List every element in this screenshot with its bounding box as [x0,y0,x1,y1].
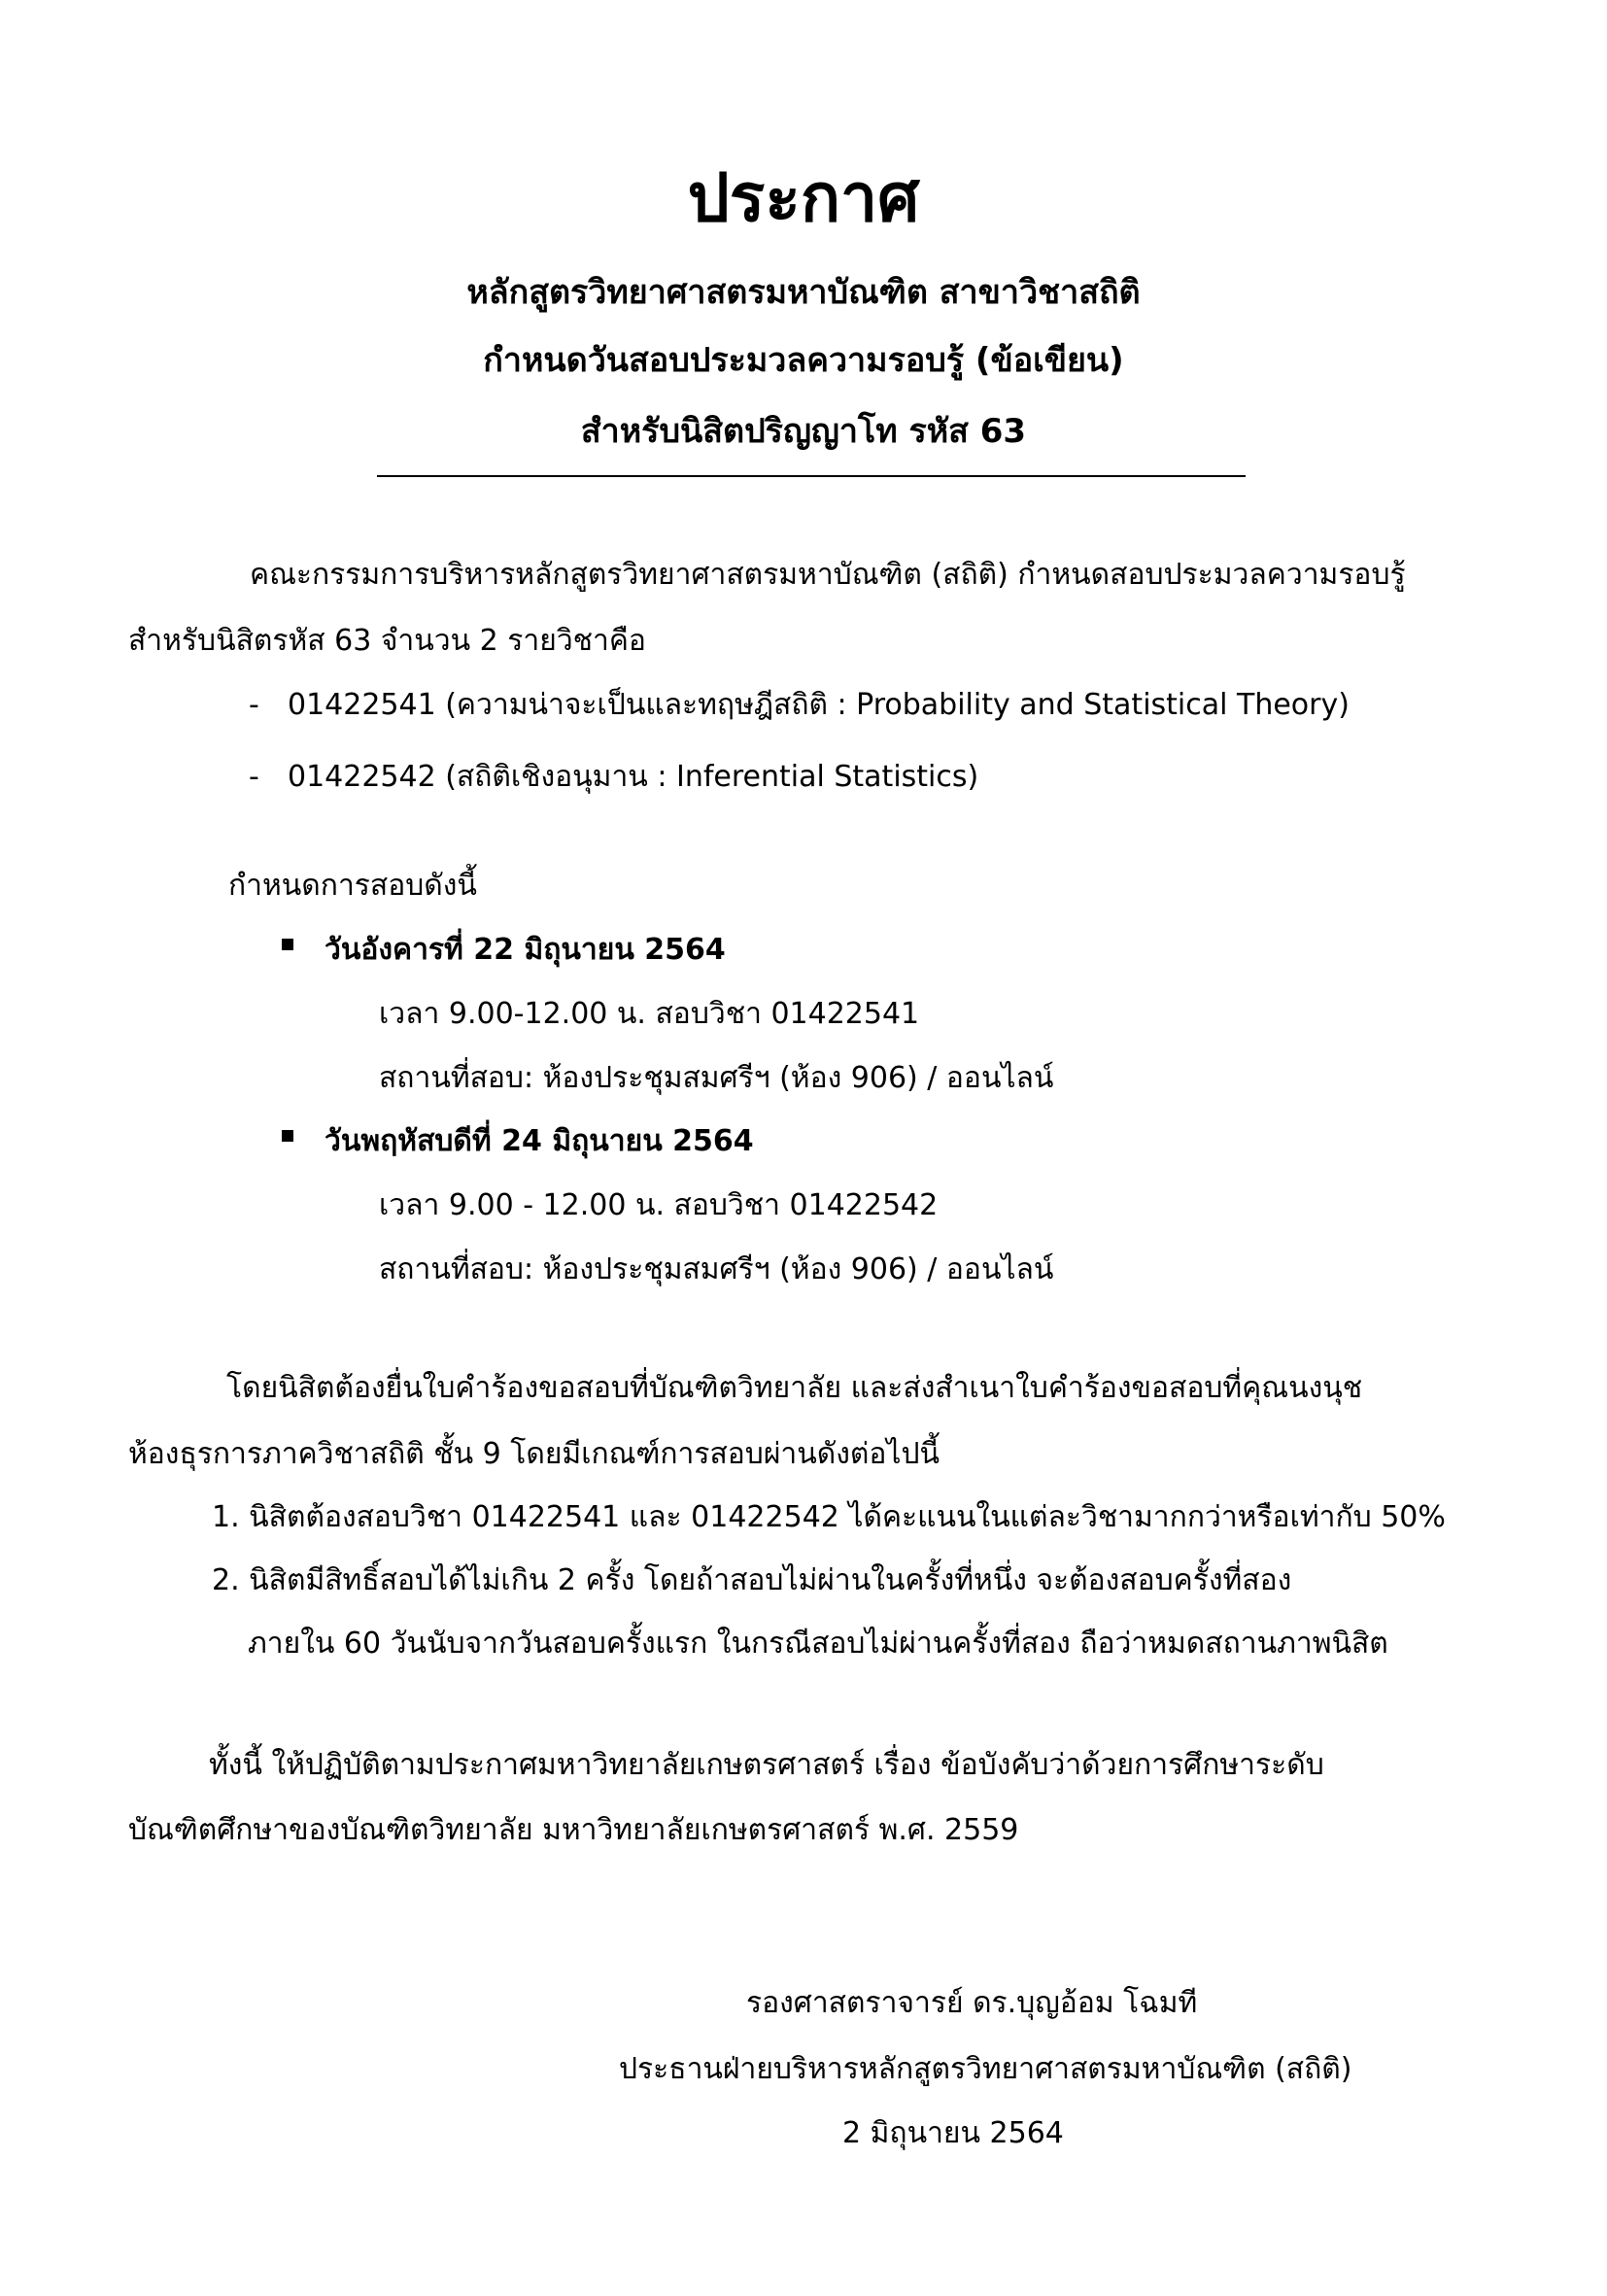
schedule-heading: กำหนดการสอบดังนี้ [228,869,477,903]
subject-item: 01422542 (สถิติเชิงอนุมาน : Inferential Statistics) [288,760,979,794]
exam-date: วันพฤหัสบดีที่ 24 มิถุนายน 2564 [325,1124,754,1158]
exam-date: วันอังคารที่ 22 มิถุนายน 2564 [325,933,726,967]
exam-time: เวลา 9.00-12.00 น. สอบวิชา 01422541 [379,997,920,1031]
subject-dash: - [249,760,259,794]
subject-item: 01422541 (ความน่าจะเป็นและทฤษฎีสถิติ : Probability and Statistical Theory) [288,688,1350,722]
signature-date: 2 มิถุนายน 2564 [842,2116,1064,2150]
signatory-position: ประธานฝ่ายบริหารหลักสูตรวิทยาศาสตรมหาบัณฑิต (สถิติ) [619,2052,1352,2086]
header-divider [377,475,1246,477]
criteria-item: 2. นิสิตมีสิทธิ์สอบได้ไม่เกิน 2 ครั้ง โดยถ้าสอบไม่ผ่านในครั้งที่หนึ่ง จะต้องสอบครั้งที่สอง [212,1563,1292,1597]
closing-line-1: ทั้งนี้ ให้ปฏิบัติตามประกาศมหาวิทยาลัยเกษตรศาสตร์ เรื่อง ข้อบังคับว่าด้วยการศึกษาระดับ [209,1748,1324,1782]
subject-dash: - [249,688,259,722]
exam-place: สถานที่สอบ: ห้องประชุมสมศรีฯ (ห้อง 906) / ออนไลน์ [379,1061,1054,1095]
intro-line-1: คณะกรรมการบริหารหลักสูตรวิทยาศาสตรมหาบัณฑิต (สถิติ) กำหนดสอบประมวลความรอบรู้ [250,558,1406,592]
criteria-continuation: ภายใน 60 วันนับจากวันสอบครั้งแรก ในกรณีสอบไม่ผ่านครั้งที่สอง ถือว่าหมดสถานภาพนิสิต [248,1627,1388,1661]
closing-line-2: บัณฑิตศึกษาของบัณฑิตวิทยาลัย มหาวิทยาลัยเกษตรศาสตร์ พ.ศ. 2559 [128,1813,1019,1847]
bullet-square-icon [282,939,293,950]
signatory-name: รองศาสตราจารย์ ดร.บุญอ้อม โฉมที [746,1986,1198,2020]
exam-time: เวลา 9.00 - 12.00 น. สอบวิชา 01422542 [379,1188,939,1222]
subtitle-students: สำหรับนิสิตปริญญาโท รหัส 63 [580,412,1027,451]
subtitle-program: หลักสูตรวิทยาศาสตรมหาบัณฑิต สาขาวิชาสถิติ [466,273,1141,312]
subtitle-exam: กำหนดวันสอบประมวลความรอบรู้ (ข้อเขียน) [483,341,1124,380]
requirements-line-2: ห้องธุรการภาควิชาสถิติ ชั้น 9 โดยมีเกณฑ์การสอบผ่านดังต่อไปนี้ [128,1437,940,1471]
exam-place: สถานที่สอบ: ห้องประชุมสมศรีฯ (ห้อง 906) / ออนไลน์ [379,1252,1054,1286]
bullet-square-icon [282,1130,293,1142]
announcement-title: ประกาศ [687,160,920,237]
intro-line-2: สำหรับนิสิตรหัส 63 จำนวน 2 รายวิชาคือ [128,624,646,658]
requirements-line-1: โดยนิสิตต้องยื่นใบคำร้องขอสอบที่บัณฑิตวิทยาลัย และส่งสำเนาใบคำร้องขอสอบที่คุณนงนุช [226,1371,1363,1405]
criteria-item: 1. นิสิตต้องสอบวิชา 01422541 และ 01422542 ได้คะแนนในแต่ละวิชามากกว่าหรือเท่ากับ 50% [212,1500,1446,1534]
